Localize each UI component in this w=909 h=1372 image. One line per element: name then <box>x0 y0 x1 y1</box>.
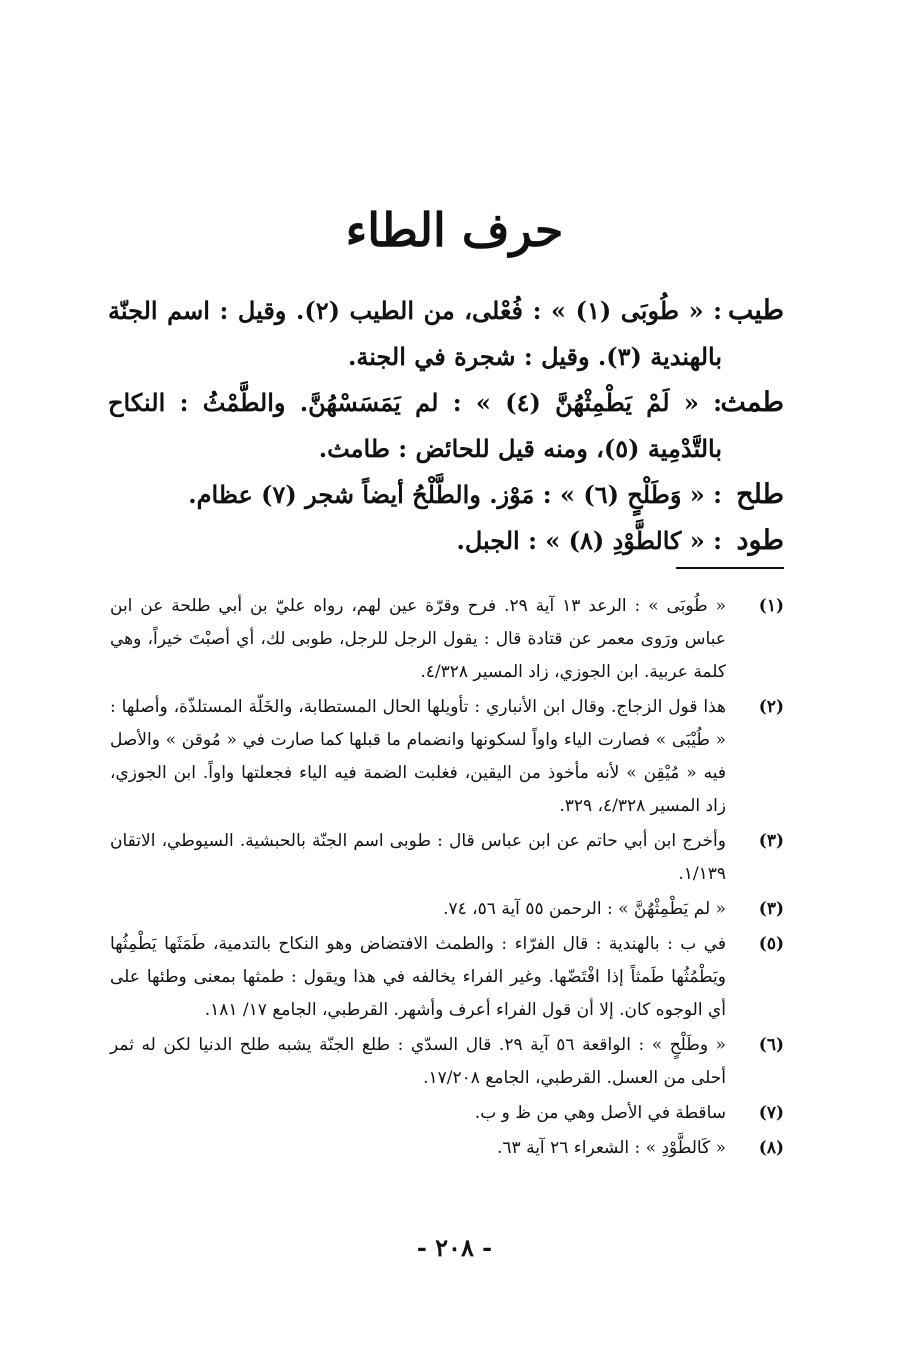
footnote-text: « طُوبَى » : الرعد ١٣ آية ٢٩. فرح وقرّة عين لهم، رواه عليّ بن أبي طلحة عن ابن عباس ورَوى معمر عن قتادة قال : يقول الرجل للرجل، طوبى لك، أي أصبْتَ خيراً، وهي كلمة عربية. ابن الجوزي، زاد المسير ٤/٣٢٨. <box>110 596 726 682</box>
footnote-number: (٢) <box>758 697 784 717</box>
footnote <box>110 1097 784 1130</box>
entries-section <box>108 288 784 564</box>
footnote-number: (٦) <box>758 1035 784 1055</box>
footnote-number: (١) <box>758 596 784 616</box>
footnote-text: « وطَلْحٍ » : الواقعة ٥٦ آية ٢٩. قال السدّي : طلع الجنّة يشبه طلح الدنيا لكن له ثمر أحلى من العسل. القرطبي، الجامع ١٧/٢٠٨. <box>110 1035 726 1088</box>
entry-body: : « وَطَلْحٍ (٦) » : مَوْز. والطَّلْحُ أيضاً شجر (٧) عظام. <box>188 480 722 509</box>
footnote-number: (٨) <box>758 1138 784 1158</box>
entry-word: طمث <box>720 387 784 418</box>
page-number: - ٢٠٨ - <box>416 1233 493 1262</box>
footnote-divider <box>676 567 784 569</box>
footnote-text: في ب : بالهندية : قال الفرّاء : والطمث الافتضاض وهو النكاح بالتدمية، طَمَثَها يَطْمِثُها ويَطْمُثُها طَمثاً إذا افْتَضّها. وغير الفراء يخالفه في هذا ويقول : طمثها بمعنى وطئها على أي الوجوه كان. إلا أن قول الفراء أعرف وأشهر. القرطبي، الجامع ١٧/ ١٨١. <box>110 934 726 1020</box>
footnotes-section <box>110 590 784 1167</box>
footnote-text: وأخرج ابن أبي حاتم عن ابن عباس قال : طوبى اسم الجنّة بالحبشية. السيوطي، الاتقان ١/١٣٩. <box>110 831 726 884</box>
page-title: حرف الطاء <box>345 203 564 257</box>
entry-body: : « كالطَّوْدِ (٨) » : الجبل. <box>456 526 722 555</box>
footnote-number: (٥) <box>758 934 784 954</box>
entry <box>108 518 784 564</box>
footnote <box>110 691 784 823</box>
footnote-number: (٣) <box>758 831 784 851</box>
entry-body: : « لَمْ يَطْمِثْهُنَّ (٤) » : لم يَمَسَسْهُنَّ. والطَّمْثُ : النكاح بالتَّدْمِية (٥)، ومنه قيل للحائض : طامث. <box>108 388 722 463</box>
entry <box>108 472 784 518</box>
footnote-text: هذا قول الزجاج. وقال ابن الأنباري : تأويلها الحال المستطابة، والخَلّة المستلذّة، وأصلها : « طُيْبَى » فصارت الياء واواً لسكونها وانضمام ما قبلها كما صارت في « مُوقن » والأصل فيه « مُيْقِن » لأنه مأخوذ من اليقين، فغلبت الضمة فيه الياء فجعلتها واواً. ابن الجوزي، زاد المسير ٤/٣٢٨، ٣٢٩. <box>110 697 726 816</box>
footnote <box>110 928 784 1027</box>
footnote <box>110 1029 784 1095</box>
footnote <box>110 1132 784 1165</box>
entry-word: طود <box>736 525 784 556</box>
footnote-number: (٧) <box>758 1103 784 1123</box>
footnote <box>110 590 784 689</box>
entry <box>108 288 784 380</box>
footnote-text: « لم يَطْمِثْهُنَّ » : الرحمن ٥٥ آية ٥٦، ٧٤. <box>443 899 726 919</box>
entry-body: : « طُوبَى (١) » : فُعْلى، من الطيب (٢). وقيل : اسم الجنّة بالهندية (٣). وقيل : شجرة في الجنة. <box>108 296 723 371</box>
footnote <box>110 893 784 926</box>
footnote-text: « كَالطَّوْدِ » : الشعراء ٢٦ آية ٦٣. <box>497 1138 726 1158</box>
footnote <box>110 825 784 891</box>
entry-word: طلح <box>736 479 784 510</box>
entry-word: طيب <box>727 295 784 326</box>
footnote-number: (٣) <box>758 899 784 919</box>
entry <box>108 380 784 472</box>
footnote-text: ساقطة في الأصل وهي من ظ و ب. <box>474 1103 726 1123</box>
